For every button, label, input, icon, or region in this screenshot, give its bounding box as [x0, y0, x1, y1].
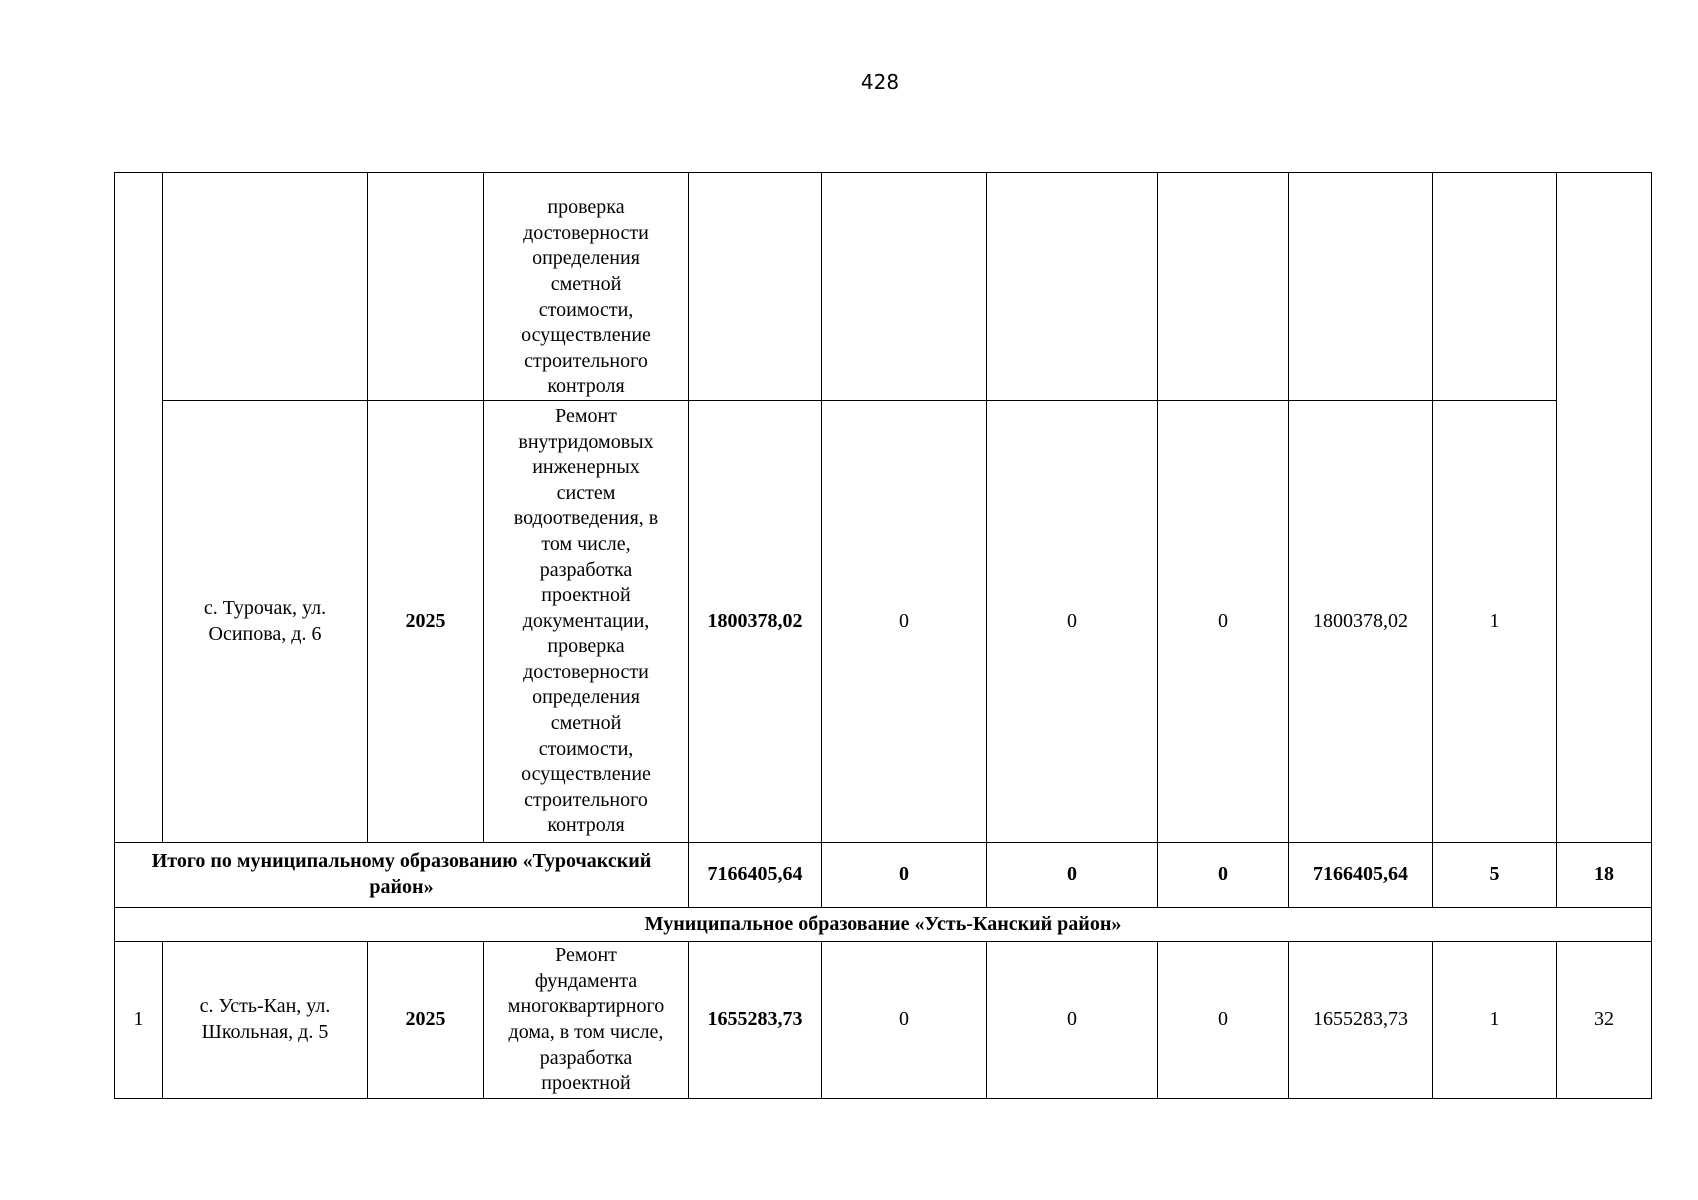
work-line: проектной — [541, 1072, 631, 1095]
work-line: определения — [532, 686, 640, 709]
work-line: документации, — [522, 609, 650, 632]
row-number-cell — [115, 173, 163, 843]
work-line: систем — [556, 481, 616, 504]
subtotal-label-line: район» — [369, 876, 434, 898]
work-line: стоимости, — [538, 737, 634, 760]
value-cell: 18 — [1557, 843, 1652, 908]
work-line: определения — [532, 247, 640, 270]
total-cost-cell: 1655283,73 — [689, 942, 822, 1099]
value-cell: 1 — [1433, 401, 1557, 843]
work-line: строительного — [524, 788, 648, 811]
section-title: Муниципальное образование «Усть-Канский район» — [115, 908, 1652, 942]
value-cell — [822, 173, 987, 401]
value-cell: 7166405,64 — [1289, 843, 1433, 908]
total-cost-cell: 1800378,02 — [689, 401, 822, 843]
value-cell: 32 — [1557, 942, 1652, 1099]
value-cell — [1433, 173, 1557, 401]
address-cell — [163, 401, 368, 843]
value-cell — [1557, 173, 1652, 843]
work-line: Ремонт — [555, 944, 617, 967]
work-line: осуществление — [521, 324, 651, 347]
work-line: дома, в том числе, — [508, 1021, 664, 1043]
value-cell: 1 — [1433, 942, 1557, 1099]
work-line: сметной — [550, 273, 622, 296]
work-type-cell — [484, 942, 689, 1099]
subtotal-label-cell — [115, 843, 689, 908]
work-line: проектной — [541, 584, 631, 607]
table-row — [115, 942, 1652, 1099]
subtotal-row — [115, 843, 1652, 908]
total-cost-cell — [689, 173, 822, 401]
value-cell: 0 — [822, 942, 987, 1099]
section-header-row — [115, 908, 1652, 942]
work-line: внутридомовых — [518, 430, 654, 453]
work-line: достоверности — [523, 660, 649, 683]
value-cell: 0 — [822, 843, 987, 908]
work-line: осуществление — [521, 763, 651, 786]
address-line: Школьная, д. 5 — [201, 1021, 329, 1043]
value-cell — [1158, 173, 1289, 401]
value-cell: 1655283,73 — [1289, 942, 1433, 1099]
value-cell: 0 — [987, 942, 1158, 1099]
work-line: строительного — [524, 349, 648, 372]
work-line: сметной — [550, 712, 622, 735]
work-line: проверка — [547, 635, 625, 658]
work-line: водоотведения, в — [513, 507, 659, 530]
value-cell: 0 — [1158, 843, 1289, 908]
year-cell: 2025 — [368, 942, 484, 1099]
table-row — [115, 173, 1652, 401]
work-line: многоквартирного — [507, 995, 665, 1018]
subtotal-label-line: Итого по муниципальному образованию «Турочакский — [151, 850, 652, 873]
work-line: стоимости, — [538, 298, 634, 321]
address-cell — [163, 942, 368, 1099]
work-line: том числе, — [541, 532, 631, 555]
work-type-cell — [484, 173, 689, 401]
work-line: контроля — [547, 814, 625, 837]
work-line: разработка — [539, 1046, 633, 1069]
value-cell: 5 — [1433, 843, 1557, 908]
year-cell: 2025 — [368, 401, 484, 843]
address-line: с. Усть-Кан, ул. — [199, 995, 331, 1018]
work-line: контроля — [547, 375, 625, 398]
value-cell — [987, 173, 1158, 401]
value-cell: 0 — [1158, 942, 1289, 1099]
address-line: с. Турочак, ул. — [203, 596, 327, 619]
value-cell: 0 — [822, 401, 987, 843]
page-number: 428 — [860, 70, 900, 94]
total-cost-cell: 7166405,64 — [689, 843, 822, 908]
value-cell: 0 — [987, 843, 1158, 908]
work-line: фундамента — [534, 969, 638, 992]
value-cell: 1800378,02 — [1289, 401, 1433, 843]
work-line: Ремонт — [555, 404, 617, 427]
value-cell: 0 — [1158, 401, 1289, 843]
work-line: разработка — [539, 558, 633, 581]
address-cell — [163, 173, 368, 401]
work-line: проверка — [547, 196, 625, 219]
row-number-cell: 1 — [115, 942, 163, 1099]
work-line: инженерных — [532, 456, 640, 479]
work-type-cell — [484, 401, 689, 843]
address-line: Осипова, д. 6 — [208, 622, 322, 645]
works-table — [114, 172, 1652, 1099]
work-line: достоверности — [523, 221, 649, 244]
value-cell: 0 — [987, 401, 1158, 843]
table-row — [115, 401, 1652, 843]
year-cell — [368, 173, 484, 401]
value-cell — [1289, 173, 1433, 401]
